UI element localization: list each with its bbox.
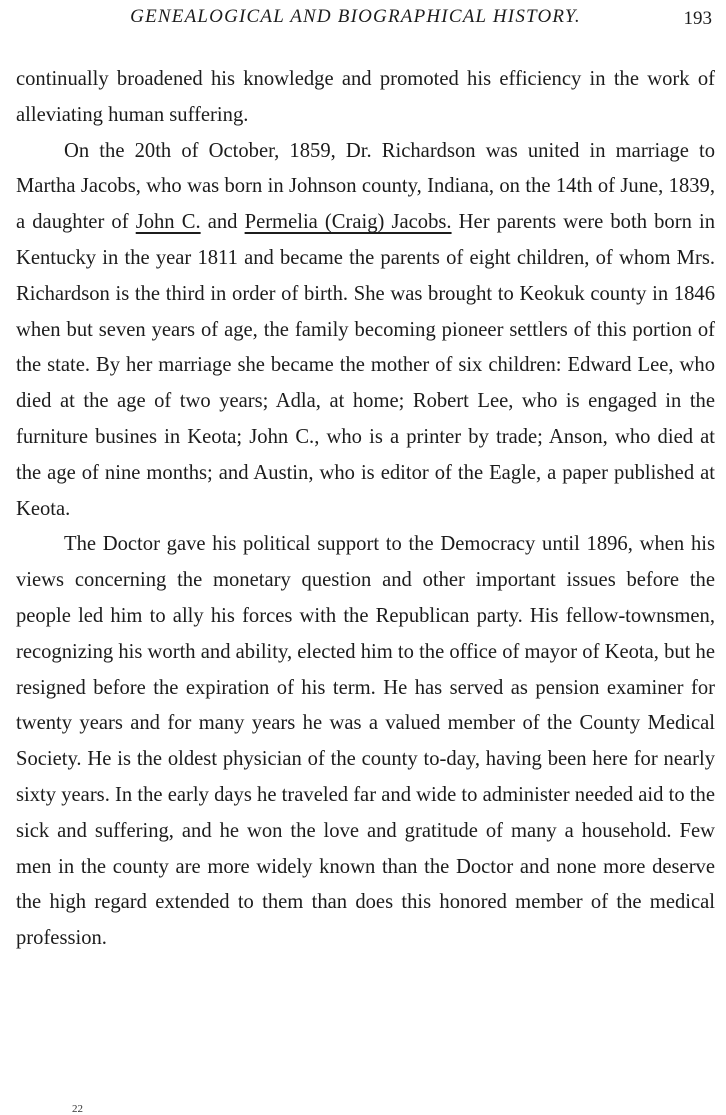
paragraph-2 xyxy=(16,134,715,528)
running-head-title: GENEALOGICAL AND BIOGRAPHICAL HISTORY. xyxy=(130,6,581,27)
paragraph-2-and: and xyxy=(200,211,245,234)
body-text xyxy=(16,62,715,957)
paragraph-3: The Doctor gave his political support to the Democracy until 1896, when his views concerning the monetary question and other important issues before the people led him to ally his forces with the Republican party. His fellow-townsmen, recognizing his worth and ability, elected him to the office of mayor of Keota, but he resigned before the expiration of his term. He has served as pension examiner for twenty years and for many years he was a valued member of the County Medical Society. He is the oldest physician of the county to-day, having been here for nearly sixty years. In the early days he traveled far and wide to administer needed aid to the sick and suffering, and he won the love and gratitude of many a household. Few men in the county are more widely known than the Doctor and none more deserve the high regard extended to them than does this honored member of the medical profession. xyxy=(16,533,715,950)
signature-mark: 22 xyxy=(72,1103,83,1115)
underlined-name-permelia: Permelia (Craig) Jacobs. xyxy=(244,211,452,234)
underlined-name-john: John C. xyxy=(135,211,201,234)
paragraph-2-before: On the 20th of October, 1859, Dr. Richardson was united in marriage to Martha Jacobs, who was born in Johnson county, Indiana, on the 14th of June, 1839, a daughter of xyxy=(16,139,715,234)
paragraph-2-after: Her parents were both born in Kentucky in the year 1811 and became the parents of eight children, of whom Mrs. Richardson is the third in order of birth. She was brought to Keokuk county in 1846 when but seven years of age, the family becoming pioneer settlers of this portion of the state. By her marriage she became the mother of six children: Edward Lee, who died at the age of two years; Adla, at home; Robert Lee, who is engaged in the furniture busines in Keota; John C., who is a printer by trade; Anson, who died at the age of nine months; and Austin, who is editor of the Eagle, a paper published at Keota. xyxy=(16,211,716,520)
paragraph-1: continually broadened his knowledge and promoted his efficiency in the work of alleviating human suffering. xyxy=(16,68,715,126)
page-number: 193 xyxy=(683,8,712,29)
